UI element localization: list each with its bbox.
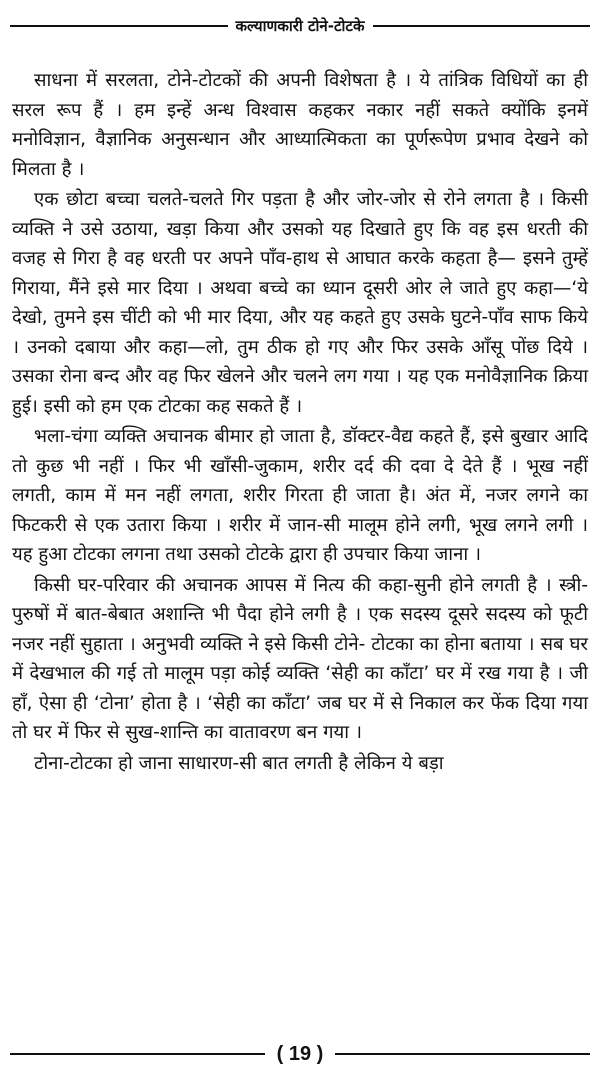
- page-number: ( 19 ): [276, 1042, 324, 1065]
- header-title: कल्याणकारी टोने-टोटके: [235, 17, 365, 35]
- paragraph: साधना में सरलता, टोने-टोटकों की अपनी विशेषता है । ये तांत्रिक विधियों का ही सरल रूप हैं । हम इन्हें अन्ध विश्वास कहकर नकार नहीं सकते क्योंकि इनमें मनोविज्ञान, वैज्ञानिक अनुसन्धान और आध्यात्मिकता का पूर्णरूपेण प्रभाव देखने को मिलता है ।: [12, 70, 588, 180]
- header-rule-left: [10, 25, 228, 27]
- paragraph: एक छोटा बच्चा चलते-चलते गिर पड़ता है और जोर-जोर से रोने लगता है । किसी व्यक्ति ने उसे उठाया, खड़ा किया और उसको यह दिखाते हुए कि वह इस धरती की वजह से गिरा है वह धरती पर अपने पाँव-हाथ से आघात करके कहता है— इसने तुम्हें गिराया, मैंने इसे मार दिया । अथवा बच्चे का ध्यान दूसरी ओर ले जाते हुए कहा—‘ये देखो, तुमने इस चींटी को भी मार दिया, और यह कहते हुए उसके घुटने-पाँव साफ किये । उनको दबाया और कहा—लो, तुम ठीक हो गए और फिर उसके आँसू पोंछ दिये । उसका रोना बन्द और वह फिर खेलने और चलने लग गया । यह एक मनोवैज्ञानिक क्रिया हुई। इसी को हम एक टोटका कह सकते हैं ।: [12, 189, 588, 417]
- header-rule-right: [373, 25, 591, 27]
- body-text: [12, 66, 588, 779]
- paragraph: किसी घर-परिवार की अचानक आपस में नित्य की कहा-सुनी होने लगती है । स्त्री-पुरुषों में बात-बेबात अशान्ति भी पैदा होने लगी है । एक सदस्य दूसरे सदस्य को फूटी नजर नहीं सुहाता । अनुभवी व्यक्ति ने इसे किसी टोने- टोटका का होना बताया । सब घर में देखभाल की गई तो मालूम पड़ा कोई व्यक्ति ‘सेही का काँटा’ घर में रख गया है । जी हाँ, ऐसा ही ‘टोना’ होता है । ‘सेही का काँटा’ जब घर में से निकाल कर फेंक दिया गया तो घर में फिर से सुख-शान्ति का वातावरण बन गया ।: [12, 574, 588, 743]
- page-footer: [10, 1038, 590, 1070]
- paragraph: भला-चंगा व्यक्ति अचानक बीमार हो जाता है, डॉक्टर-वैद्य कहते हैं, इसे बुखार आदि तो कुछ भी नहीं । फिर भी खाँसी-जुकाम, शरीर दर्द की दवा दे देते हैं । भूख नहीं लगती, काम में मन नहीं लगता, शरीर गिरता ही जाता है। अंत में, नजर लगने का फिटकरी से एक उतारा किया । शरीर में जान-सी मालूम होने लगी, भूख लगने लगी । यह हुआ टोटका लगना तथा उसको टोटके द्वारा ही उपचार किया जाना ।: [12, 426, 588, 565]
- footer-rule-left: [10, 1053, 265, 1055]
- footer-rule-right: [335, 1053, 590, 1055]
- running-header: [10, 8, 590, 44]
- paragraph: टोना-टोटका हो जाना साधारण-सी बात लगती है लेकिन ये बड़ा: [34, 752, 444, 774]
